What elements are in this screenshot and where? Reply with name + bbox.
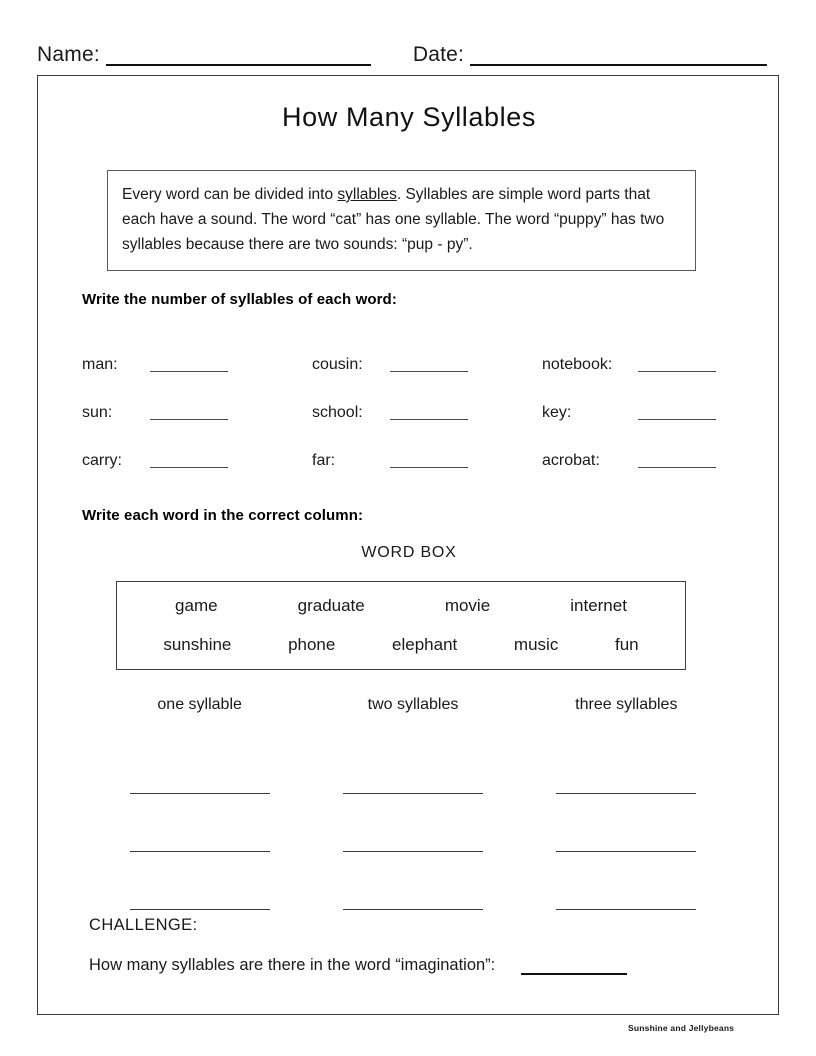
sorting-answer-blank[interactable]	[556, 763, 696, 794]
challenge-answer-blank[interactable]	[521, 957, 627, 975]
name-label: Name:	[37, 43, 100, 66]
answer-blank[interactable]	[638, 358, 716, 372]
sorting-answer-blank[interactable]	[343, 763, 483, 794]
answer-blank[interactable]	[638, 406, 716, 420]
footer-credit: Sunshine and Jellybeans	[628, 1023, 735, 1033]
section2-instruction: Write each word in the correct column:	[82, 507, 364, 524]
word-item-far	[312, 437, 542, 485]
sorting-answer-blank[interactable]	[130, 821, 270, 852]
word-item-key	[542, 389, 742, 437]
word-box-caption: WORD BOX	[361, 544, 457, 561]
syllable-count-grid	[82, 341, 742, 485]
answer-blank[interactable]	[150, 358, 228, 372]
word-item-sun	[82, 389, 312, 437]
challenge-heading: CHALLENGE:	[89, 916, 198, 934]
section1-instruction: Write the number of syllables of each word:	[82, 291, 397, 308]
answer-blank[interactable]	[390, 406, 468, 420]
word-box-row-2	[135, 626, 667, 665]
intro-text-part1: Every word can be divided into	[122, 186, 338, 203]
page-title: How Many Syllables	[282, 102, 536, 132]
word-label: key:	[542, 404, 572, 421]
word-item-carry	[82, 437, 312, 485]
word-box-word: movie	[444, 596, 491, 615]
intro-text	[122, 182, 681, 257]
sorting-answer-blank[interactable]	[130, 763, 270, 794]
word-box-word: phone	[288, 635, 336, 654]
word-item-notebook	[542, 341, 742, 389]
challenge-question: How many syllables are there in the word “imagination”:	[89, 956, 496, 974]
date-input-line[interactable]	[470, 44, 767, 66]
word-label: man:	[82, 356, 118, 373]
word-item-school	[312, 389, 542, 437]
answer-blank[interactable]	[150, 454, 228, 468]
intro-text-part2: . Syllables are simple word parts that each have a sound. The word “cat” has one syllable. The word “puppy” has two syllables because there are two sounds: “pup - py”.	[122, 186, 665, 254]
word-label: notebook:	[542, 356, 613, 373]
word-item-man	[82, 341, 312, 389]
sorting-answer-blank[interactable]	[343, 821, 483, 852]
name-date-header	[37, 34, 779, 66]
column-header-three-syllables: three syllables	[575, 696, 678, 713]
word-box-word: fun	[615, 635, 639, 654]
syllable-column-headers	[93, 696, 733, 714]
word-item-acrobat	[542, 437, 742, 485]
intro-explanation-box	[107, 170, 696, 271]
word-box-word: sunshine	[163, 635, 232, 654]
word-label: cousin:	[312, 356, 363, 373]
word-box-word: music	[513, 635, 559, 654]
word-label: carry:	[82, 452, 122, 469]
word-item-cousin	[312, 341, 542, 389]
word-box-word: internet	[570, 596, 627, 615]
word-box-word: elephant	[392, 635, 458, 654]
answer-blank[interactable]	[638, 454, 716, 468]
word-label: far:	[312, 452, 336, 469]
sorting-answer-lines	[93, 736, 733, 910]
worksheet-frame	[37, 75, 779, 1015]
sorting-answer-blank[interactable]	[556, 821, 696, 852]
sorting-answer-blank[interactable]	[130, 879, 270, 910]
sorting-answer-blank[interactable]	[343, 879, 483, 910]
answer-blank[interactable]	[390, 454, 468, 468]
word-label: acrobat:	[542, 452, 600, 469]
challenge-question-row	[89, 956, 627, 975]
name-input-line[interactable]	[106, 44, 371, 66]
column-header-one-syllable: one syllable	[157, 696, 242, 713]
word-box-word: graduate	[297, 596, 365, 615]
word-box-word: game	[175, 596, 218, 615]
column-header-two-syllables: two syllables	[367, 696, 459, 713]
intro-underlined-term: syllables	[337, 186, 397, 203]
word-box-row-1	[135, 587, 667, 626]
date-label: Date:	[412, 43, 465, 66]
answer-blank[interactable]	[390, 358, 468, 372]
sorting-answer-blank[interactable]	[556, 879, 696, 910]
word-label: school:	[312, 404, 363, 421]
word-box	[116, 581, 686, 670]
word-label: sun:	[82, 404, 113, 421]
answer-blank[interactable]	[150, 406, 228, 420]
